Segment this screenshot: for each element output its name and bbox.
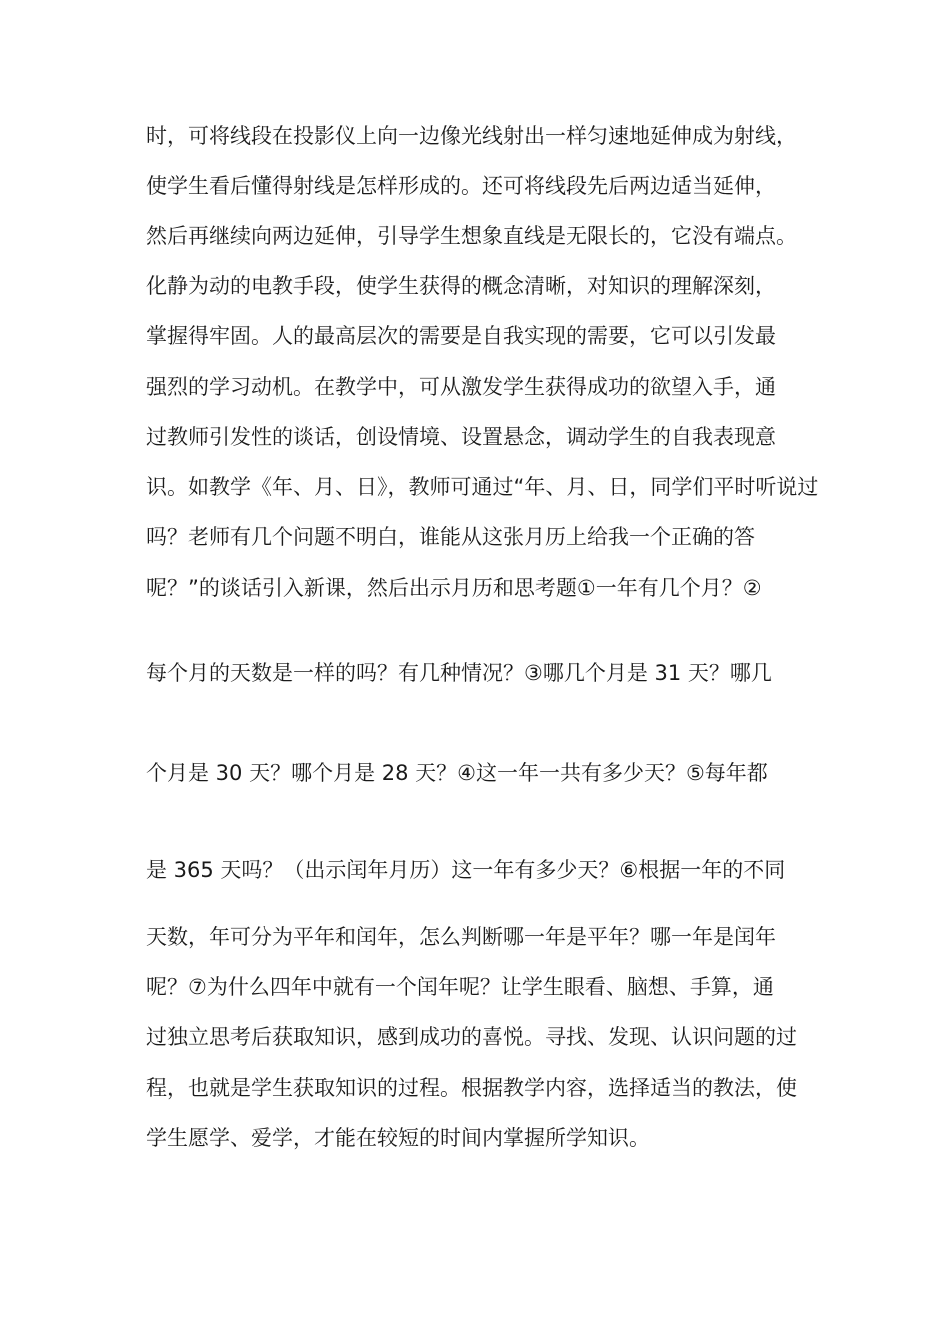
- text-line-10: 呢？”的谈话引入新课，然后出示月历和思考题①一年有几个月？②: [146, 576, 762, 600]
- text-line-17: 程，也就是学生获取知识的过程。根据教学内容，选择适当的教法，使: [146, 1076, 797, 1100]
- text-line-3: 然后再继续向两边延伸，引导学生想象直线是无限长的，它没有端点。: [146, 224, 797, 248]
- text-line-14: 天数，年可分为平年和闰年，怎么判断哪一年是平年？哪一年是闰年: [146, 925, 776, 949]
- text-line-1: 时，可将线段在投影仪上向一边像光线射出一样匀速地延伸成为射线，: [146, 124, 797, 148]
- text-line-11: 每个月的天数是一样的吗？有几种情况？③哪几个月是 31 天？哪几: [146, 661, 772, 685]
- text-line-4: 化静为动的电教手段，使学生获得的概念清晰，对知识的理解深刻，: [146, 274, 776, 298]
- text-line-18: 学生愿学、爱学，才能在较短的时间内掌握所学知识。: [146, 1126, 650, 1150]
- text-line-13: 是 365 天吗？（出示闰年月历）这一年有多少天？⑥根据一年的不同: [146, 858, 786, 882]
- text-line-16: 过独立思考后获取知识，感到成功的喜悦。寻找、发现、认识问题的过: [146, 1025, 797, 1049]
- text-line-15: 呢？⑦为什么四年中就有一个闰年呢？让学生眼看、脑想、手算，通: [146, 975, 774, 999]
- text-line-12: 个月是 30 天？哪个月是 28 天？④这一年一共有多少天？⑤每年都: [146, 761, 768, 785]
- text-line-5: 掌握得牢固。人的最高层次的需要是自我实现的需要，它可以引发最: [146, 324, 776, 348]
- text-line-7: 过教师引发性的谈话，创设情境、设置悬念，调动学生的自我表现意: [146, 425, 776, 449]
- text-line-8: 识。如教学《年、月、日》，教师可通过“年、月、日，同学们平时听说过: [146, 475, 819, 499]
- text-line-9: 吗？老师有几个问题不明白，谁能从这张月历上给我一个正确的答: [146, 525, 755, 549]
- text-line-2: 使学生看后懂得射线是怎样形成的。还可将线段先后两边适当延伸，: [146, 174, 776, 198]
- text-line-6: 强烈的学习动机。在教学中，可从激发学生获得成功的欲望入手，通: [146, 375, 776, 399]
